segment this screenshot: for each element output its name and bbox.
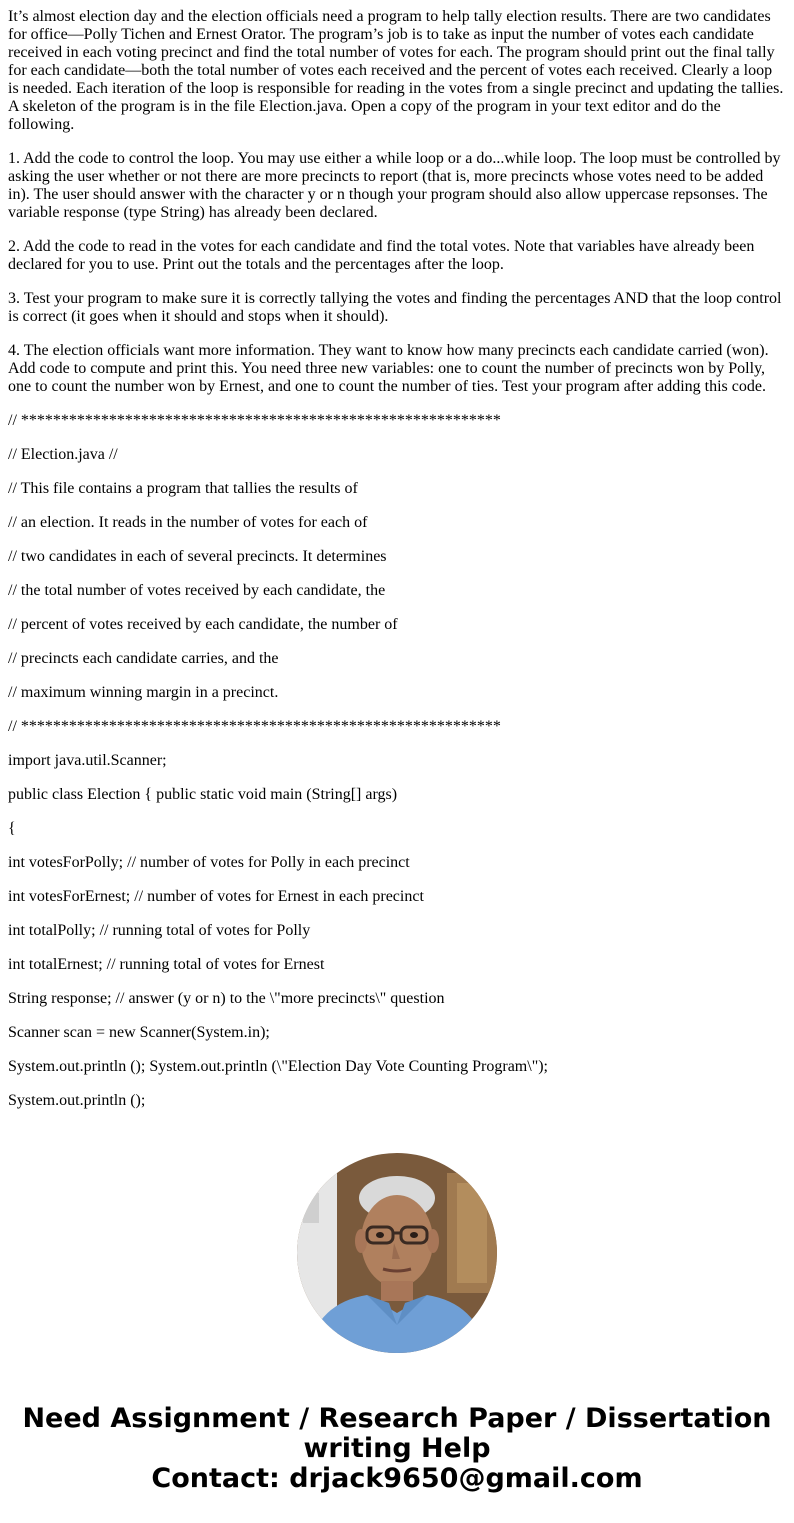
promo-contact: Contact: drjack9650@gmail.com <box>151 1463 643 1494</box>
code-line: // the total number of votes received by each candidate, the <box>8 582 386 599</box>
step-3-paragraph: 3. Test your program to make sure it is correctly tallying the votes and finding the percentages AND that the loop control is correct (it goes when it should and stops when it should). <box>8 290 782 325</box>
code-line: // an election. It reads in the number of votes for each of <box>8 514 368 531</box>
code-line: // two candidates in each of several precincts. It determines <box>8 548 387 565</box>
code-line: // percent of votes received by each candidate, the number of <box>8 616 398 633</box>
code-line: System.out.println (); System.out.println (\"Election Day Vote Counting Program\"); <box>8 1058 548 1075</box>
promo-line: writing Help <box>303 1433 491 1464</box>
code-line: { <box>8 820 16 837</box>
code-line: // ************************************************************ <box>8 412 501 429</box>
code-line: int totalErnest; // running total of votes for Ernest <box>8 956 325 973</box>
code-line: int votesForPolly; // number of votes for Polly in each precinct <box>8 854 410 871</box>
code-listing <box>8 412 786 1110</box>
code-line: // This file contains a program that tallies the results of <box>8 480 358 497</box>
promo-line: Need Assignment / Research Paper / Dissertation <box>22 1403 772 1434</box>
code-line: // ************************************************************ <box>8 718 501 735</box>
code-line: int totalPolly; // running total of votes for Polly <box>8 922 311 939</box>
intro-paragraph: It’s almost election day and the election officials need a program to help tally election results. There are two candidates for office—Polly Tichen and Ernest Orator. The program’s job is to take as input the number of votes each candidate received in each voting precinct and find the total number of votes for each. The program should print out the final tally for each candidate—both the total number of votes each received and the percent of votes each received. Clearly a loop is needed. Each iteration of the loop is responsible for reading in the votes from a single precinct and updating the tallies. A skeleton of the program is in the file Election.java. Open a copy of the program in your text editor and do the following. <box>8 8 784 133</box>
promo-banner <box>0 1404 794 1494</box>
step-4-paragraph: 4. The election officials want more information. They want to know how many precincts each candidate carried (won). Add code to compute and print this. You need three new variables: one to count the number of precincts won by Polly, one to count the number won by Ernest, and one to count the number of ties. Test your program after adding this code. <box>8 342 769 395</box>
code-line: public class Election { public static void main (String[] args) <box>8 786 398 803</box>
code-line: String response; // answer (y or n) to the \"more precincts\" question <box>8 990 445 1007</box>
code-line: System.out.println (); <box>8 1092 146 1109</box>
author-avatar <box>297 1153 497 1353</box>
person-photo-icon <box>297 1153 497 1353</box>
step-1-paragraph: 1. Add the code to control the loop. You may use either a while loop or a do...while loop. The loop must be controlled by asking the user whether or not there are more precincts to report (that is, more precincts whose votes need to be added in). The user should answer with the character y or n though your program should also allow uppercase repsonses. The variable response (type String) has already been declared. <box>8 150 781 221</box>
document-body <box>8 8 786 1126</box>
code-line: // precincts each candidate carries, and the <box>8 650 279 667</box>
code-line: import java.util.Scanner; <box>8 752 167 769</box>
code-line: Scanner scan = new Scanner(System.in); <box>8 1024 270 1041</box>
code-line: // Election.java // <box>8 446 118 463</box>
code-line: // maximum winning margin in a precinct. <box>8 684 279 701</box>
step-2-paragraph: 2. Add the code to read in the votes for each candidate and find the total votes. Note that variables have already been declared for you to use. Print out the totals and the percentages after the loop. <box>8 238 755 273</box>
code-line: int votesForErnest; // number of votes for Ernest in each precinct <box>8 888 424 905</box>
